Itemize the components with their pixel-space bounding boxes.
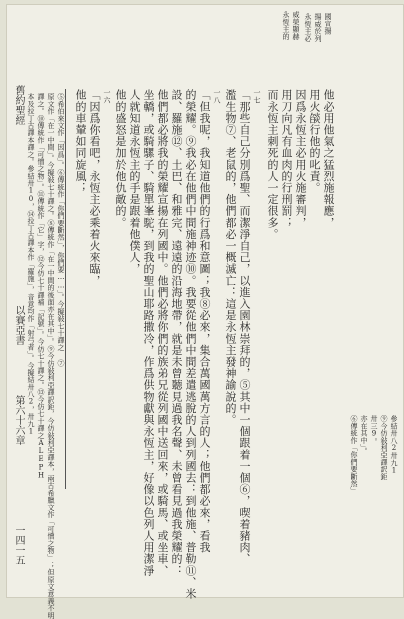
footnote-line: 本及拉丁古譯本譯之。參結卅10，⑭拉丁古譯本作「羅施」，音意均作「射弓者」。今擬結卅八2，卅九1: [27, 93, 35, 436]
footnote-line: 卅三9。: [370, 415, 378, 445]
verse-line: 設、羅施⑫、土巴、和雅完、遠遠的沿海地帶，就是未曾聽見過我名聲、未曾看見過我榮耀的：: [170, 89, 183, 577]
verse-number: 一七: [253, 89, 261, 104]
footnote-divider: [65, 89, 66, 489]
footer-book-right: 以賽亞書: [13, 305, 24, 345]
footer-page-number: 一四一五: [13, 525, 24, 565]
verse-line: 用刀向凡有血肉的行刑罰；: [280, 89, 293, 229]
scripture-page: [6, 4, 404, 619]
verse-line: 濫生物⑦、老鼠的，他們都必一概滅亡：這是永恆主發神諭說的。: [224, 89, 237, 426]
verse-line: 他的車輦如同旋風；: [74, 89, 87, 194]
footnote-line: ⑤希伯來文作「因爲」。⑥傳統作「你們要斷然」，你們要……」。今擬敍七十譯之 ⑦: [57, 93, 65, 367]
verse-line: 他必用他氣之猛烈施報應，: [322, 89, 335, 229]
sidenote-top-col1: 永恆主的: [282, 11, 290, 40]
footnote-line: 亦在其中」。: [360, 415, 368, 455]
verse-line: 坐轎，或騎騾子、騎單峯駝，到我的聖山耶路撒冷，作爲供物獻與永恆主，好像以色列人用潔淨: [142, 89, 155, 577]
verse-line: 因爲永恆主必用火施審判，: [294, 89, 307, 229]
footnote-line: ⑨今仿敍利亞譯訳鉅: [380, 415, 388, 480]
verse-line: 「因爲你看吧，永恆主必乘着火來臨，: [88, 89, 101, 287]
sidenote-top-col2: 威榮顯赫: [292, 11, 300, 40]
sidenote-mid-col3: 國宣揚: [324, 13, 332, 35]
verse-line: 「但我呢，我知道他們的行爲和意圖；我⑧必來，集合萬國萬方言的人；他們都必來，看我: [198, 89, 211, 553]
sidenote-mid-col2: 揚威於列: [314, 13, 322, 42]
verse-number: 一六: [103, 89, 111, 104]
footnote-line: 原文作「在一中間」。今擬敍七十譯之。⑧傳統作「在一中間的後面亦在其中」。⑨今仿敍利亞譯訳鉅，今仿敍利亞譯本，兩古希臘文作「可憎之物」；但原文意義不明: [47, 93, 55, 619]
verse-line: 而永恆主刺死的人一定很多。: [266, 89, 279, 240]
sidenote-mid-col1: 永恆主必: [304, 13, 312, 42]
verse-line: 用火燄行他的叱責。: [308, 89, 321, 194]
verse-line: 「那些自己分別爲聖、而潔淨自己，以進入園林崇拜的，⑤其中一個跟着一個⑥，喫着豬肉、: [238, 89, 251, 565]
verse-line: 的榮耀。⑨我必在他們中間施神迹⑩。我要從他們中間差遣逃脫的人到列國去：到他施、普勒⑪、米: [184, 89, 197, 600]
verse-line: 他的盛怒是加於他仇敵的。: [114, 89, 127, 229]
verse-number: 一八: [213, 89, 221, 104]
footnote-line: 譯之。⑩傳統作「可憎之物」。⑪傳統作「它」字，⑫今仿七十譯補「記號」。今仿七十譯之。⑬今仿七十譯之ALEPH: [37, 93, 45, 480]
verse-line: 人就知道永恆主的手是跟着他僕人，: [128, 89, 141, 275]
footer-chapter: 第六十六章: [13, 395, 24, 445]
verse-line: 他們都必將我的榮耀宣揚在列國中。他們必將你們的族弟兄從列國中送回來，或騎馬、或坐車、: [156, 89, 169, 577]
footnote-line: ⑥傳統作「你們要斷然」: [350, 415, 358, 495]
footer-book-left: 舊約聖經: [13, 85, 24, 125]
footnote-line: 參結卅八2卅九1: [390, 415, 398, 475]
